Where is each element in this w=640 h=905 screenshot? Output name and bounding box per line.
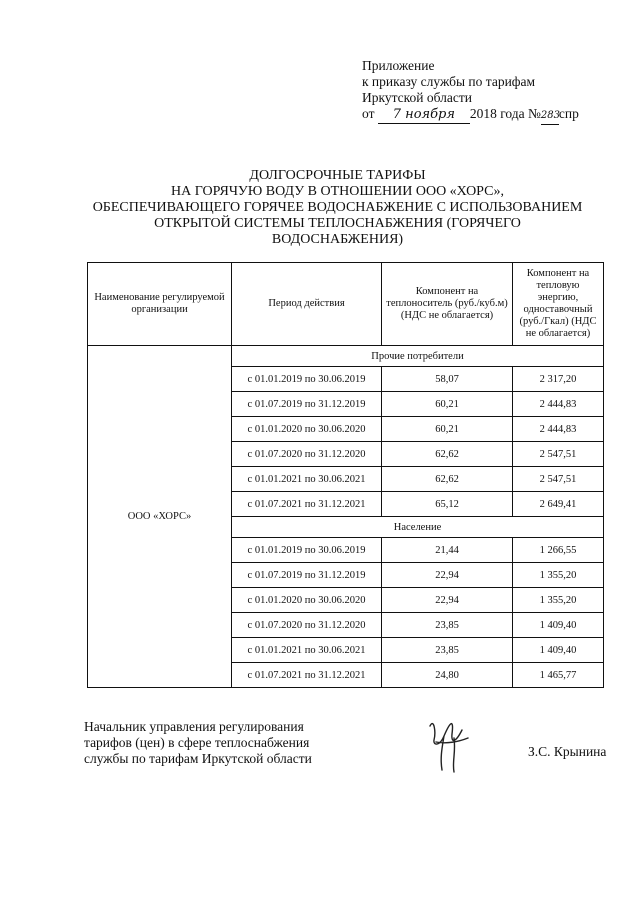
section-row xyxy=(88,346,604,367)
coolant-value-cell: 22,94 xyxy=(382,563,513,588)
coolant-value-cell: 60,21 xyxy=(382,417,513,442)
header-component-coolant: Компонент на теплоноситель (руб./куб.м) (НДС не облагается) xyxy=(382,263,513,346)
header-org: Наименование регулируемой организации xyxy=(88,263,232,346)
date-handwritten xyxy=(378,107,470,124)
tariff-table xyxy=(87,262,604,688)
period-cell: с 01.01.2019 по 30.06.2019 xyxy=(232,367,382,392)
coolant-value-cell: 62,62 xyxy=(382,442,513,467)
period-cell: с 01.01.2020 по 30.06.2020 xyxy=(232,417,382,442)
annex-block xyxy=(362,58,579,125)
period-cell: с 01.01.2021 по 30.06.2021 xyxy=(232,638,382,663)
section-label: Население xyxy=(232,517,604,538)
title-line-3: ОБЕСПЕЧИВАЮЩЕГО ГОРЯЧЕЕ ВОДОСНАБЖЕНИЕ С ИСПОЛЬЗОВАНИЕМ xyxy=(92,200,583,215)
footer-line-2: тарифов (цен) в сфере теплоснабжения xyxy=(84,735,310,750)
handwritten-signature xyxy=(424,712,472,774)
heat-value-cell: 2 547,51 xyxy=(513,467,604,492)
coolant-value-cell: 23,85 xyxy=(382,638,513,663)
coolant-value-cell: 22,94 xyxy=(382,588,513,613)
heat-value-cell: 2 547,51 xyxy=(513,442,604,467)
signature-block xyxy=(84,719,312,767)
coolant-value-cell: 21,44 xyxy=(382,538,513,563)
header-component-heat: Компонент на тепловую энергию, одноставочный (руб./Гкал) (НДС не облагается) xyxy=(513,263,604,346)
order-suffix: спр xyxy=(558,106,579,121)
date-year-text: 2018 года № xyxy=(469,106,541,121)
date-day: 7 xyxy=(392,107,401,122)
footer-line-3: службы по тарифам Иркутской области xyxy=(84,751,312,766)
heat-value-cell: 1 465,77 xyxy=(513,663,604,688)
title-line-5: ВОДОСНАБЖЕНИЯ) xyxy=(271,232,404,247)
org-name-cell: ООО «ХОРС» xyxy=(88,346,232,688)
period-cell: с 01.07.2021 по 31.12.2021 xyxy=(232,492,382,517)
title-line-4: ОТКРЫТОЙ СИСТЕМЫ ТЕПЛОСНАБЖЕНИЯ (ГОРЯЧЕГО xyxy=(154,216,521,231)
period-cell: с 01.01.2019 по 30.06.2019 xyxy=(232,538,382,563)
period-cell: с 01.07.2020 по 31.12.2020 xyxy=(232,613,382,638)
period-cell: с 01.07.2019 по 31.12.2019 xyxy=(232,392,382,417)
heat-value-cell: 2 649,41 xyxy=(513,492,604,517)
period-cell: с 01.07.2019 по 31.12.2019 xyxy=(232,563,382,588)
period-cell: с 01.07.2020 по 31.12.2020 xyxy=(232,442,382,467)
heat-value-cell: 1 355,20 xyxy=(513,563,604,588)
heat-value-cell: 1 409,40 xyxy=(513,613,604,638)
document-title xyxy=(60,168,615,248)
annex-line-2: к приказу службы по тарифам xyxy=(362,74,536,89)
coolant-value-cell: 60,21 xyxy=(382,392,513,417)
period-cell: с 01.01.2021 по 30.06.2021 xyxy=(232,467,382,492)
heat-value-cell: 1 355,20 xyxy=(513,588,604,613)
coolant-value-cell: 62,62 xyxy=(382,467,513,492)
coolant-value-cell: 23,85 xyxy=(382,613,513,638)
section-label: Прочие потребители xyxy=(232,346,604,367)
period-cell: с 01.07.2021 по 31.12.2021 xyxy=(232,663,382,688)
period-cell: с 01.01.2020 по 30.06.2020 xyxy=(232,588,382,613)
annex-date-line xyxy=(362,106,579,125)
title-line-1: ДОЛГОСРОЧНЫЕ ТАРИФЫ xyxy=(249,168,426,183)
date-month: ноября xyxy=(405,107,455,122)
signatory-name: З.С. Крынина xyxy=(528,744,607,759)
heat-value-cell: 2 317,20 xyxy=(513,367,604,392)
title-line-2: НА ГОРЯЧУЮ ВОДУ В ОТНОШЕНИИ ООО «ХОРС», xyxy=(171,184,504,199)
annex-line-1: Приложение xyxy=(362,58,435,73)
annex-line-3: Иркутской области xyxy=(362,90,473,105)
date-prefix: от xyxy=(362,106,375,121)
heat-value-cell: 2 444,83 xyxy=(513,392,604,417)
table-header-row xyxy=(88,263,604,346)
heat-value-cell: 1 266,55 xyxy=(513,538,604,563)
footer-line-1: Начальник управления регулирования xyxy=(84,719,304,734)
header-period: Период действия xyxy=(232,263,382,346)
coolant-value-cell: 24,80 xyxy=(382,663,513,688)
order-number: 283 xyxy=(541,108,559,125)
heat-value-cell: 2 444,83 xyxy=(513,417,604,442)
heat-value-cell: 1 409,40 xyxy=(513,638,604,663)
coolant-value-cell: 65,12 xyxy=(382,492,513,517)
coolant-value-cell: 58,07 xyxy=(382,367,513,392)
